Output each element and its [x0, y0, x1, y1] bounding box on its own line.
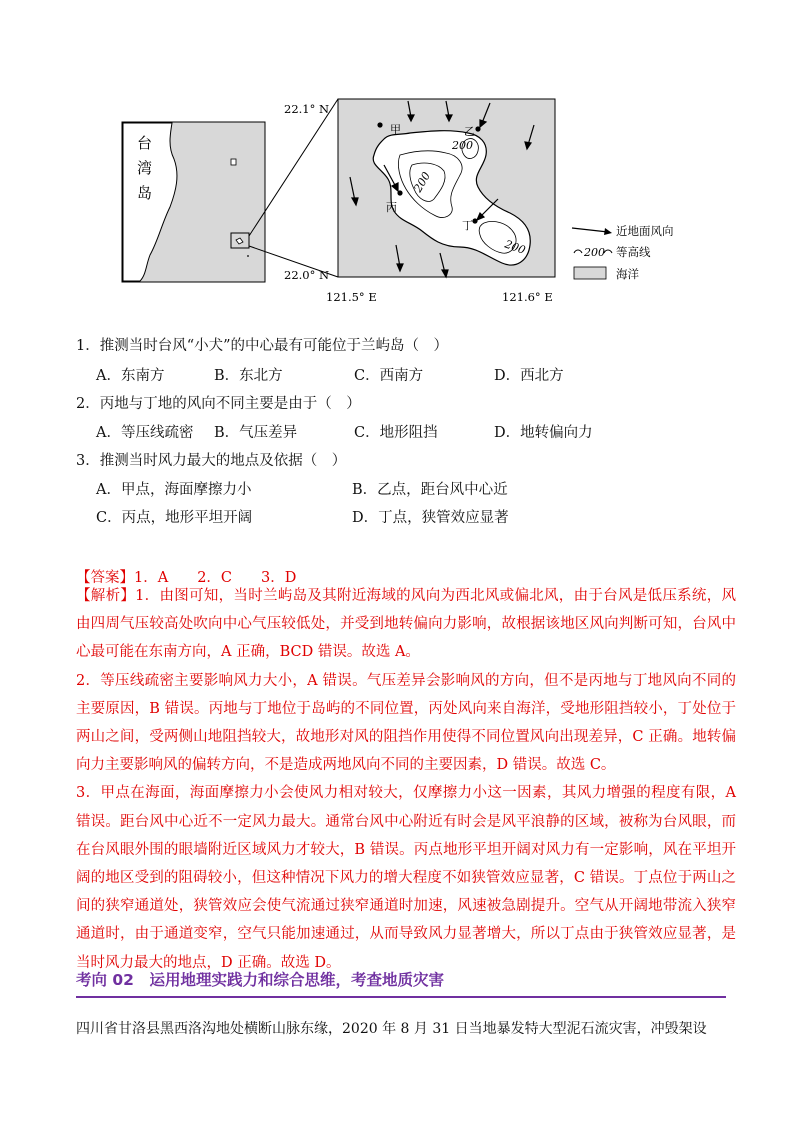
legend-contour-value: 200	[584, 246, 605, 259]
lanyu-map	[338, 99, 555, 277]
green-island	[231, 159, 236, 165]
analysis-paragraph-2: 2．等压线疏密主要影响风力大小，A 错误。气压差异会影响风的方向，但不是丙地与丁地风向不同的主要原因，B 错误。丙地与丁地位于岛屿的不同位置，丙处风向来自海洋，受地形阻挡较小，丁处位于两山之间，受两侧山地阻挡较大，故地形对风的阻挡作用使得不同位置风向出现差异，C 正确。地转偏向力主要影响风的偏转方向，不是造成两地风向不同的主要因素，D 错误。故选 C。	[76, 672, 736, 774]
section-heading: 考向 02 运用地理实践力和综合思维，考查地质灾害	[76, 968, 726, 998]
legend-contour-label: 等高线	[616, 245, 651, 259]
option-a: A．甲点，海面摩擦力小	[96, 482, 252, 498]
taiwan-label-1: 台	[137, 134, 153, 152]
legend-ocean-label: 海洋	[616, 267, 639, 281]
contour-icon	[574, 250, 582, 253]
taiwan-map	[122, 122, 265, 282]
taiwan-label-3: 岛	[137, 184, 153, 202]
map-figure	[100, 95, 720, 310]
wind-arrow-icon	[604, 228, 612, 235]
taiwan-label-2: 湾	[137, 159, 153, 177]
question-3-stem: 3．推测当时风力最大的地点及依据（ ）	[76, 453, 347, 469]
option-c: C．西南方	[354, 368, 424, 384]
option-b: B．气压差异	[214, 425, 298, 441]
point-jia	[377, 122, 382, 127]
contour-icon	[604, 250, 612, 253]
point-label-jia: 甲	[390, 123, 401, 136]
contour-label: 200	[411, 169, 434, 195]
point-label-ding: 丁	[462, 219, 473, 232]
contour-label: 200	[452, 139, 473, 152]
option-d: D．西北方	[494, 368, 564, 384]
next-paragraph: 四川省甘洛县黑西洛沟地处横断山脉东缘，2020 年 8 月 31 日当地暴发特大型泥石流灾害，冲毁架设	[76, 1021, 707, 1037]
lon-right-label: 121.6° E	[502, 290, 553, 304]
analysis-paragraph-3: 3．甲点在海面，海面摩擦力小会使风力相对较大，仅摩擦力小这一因素，其风力增强的程度有限，A 错误。距台风中心近不一定风力最大。通常台风中心附近有时会是风平浪静的区域，被称为台风眼，而在台风眼外围的眼墙附近区域风力才较大，B 错误。丙点地形平坦开阔对风力有一定影响，风在平坦开阔的地区受到的阻碍较小，但这种情况下风力的增大程度不如狭管效应显著，C 错误。丁点位于两山之间的狭窄通道处，狭管效应会使气流通过狭窄通道时加速，风速被急剧提升。空气从开阔地带流入狭窄通道时，由于通道变窄，空气只能加速通过，从而导致风力显著增大，所以丁点由于狭管效应显著，是当时风力最大的地点，D 正确。故选 D。	[76, 785, 736, 971]
legend	[572, 224, 674, 281]
analysis-block	[76, 582, 736, 977]
question-2-stem: 2．丙地与丁地的风向不同主要是由于（ ）	[76, 396, 361, 412]
lat-top-label: 22.1° N	[284, 102, 330, 116]
map-svg	[100, 95, 720, 310]
option-a: A．等压线疏密	[96, 425, 194, 441]
lat-bottom-label: 22.0° N	[284, 268, 330, 282]
legend-wind-label: 近地面风向	[616, 224, 674, 238]
option-d: D．地转偏向力	[494, 425, 593, 441]
ocean-swatch	[574, 267, 606, 279]
point-label-bing: 丙	[386, 201, 397, 214]
analysis-tag: 【解析】	[76, 588, 136, 604]
answer-text: 1．A 2．C 3．D	[134, 570, 297, 586]
contour-label: 200	[502, 237, 528, 258]
option-c: C．地形阻挡	[354, 425, 438, 441]
analysis-paragraph-1: 【解析】1．由图可知，当时兰屿岛及其附近海域的风向为西北风或偏北风，由于台风是低压系统，风由四周气压较高处吹向中心气压较低处，并受到地转偏向力影响，故根据该地区风向判断可知，台风中心最可能在东南方向，A 正确，BCD 错误。故选 A。	[76, 588, 736, 661]
option-d: D．丁点，狭管效应显著	[352, 510, 509, 526]
option-c: C．丙点，地形平坦开阔	[96, 510, 253, 526]
point-label-yi: 乙	[464, 125, 475, 138]
option-b: B．乙点，距台风中心近	[352, 482, 508, 498]
question-1-stem: 1．推测当时台风“小犬”的中心最有可能位于兰屿岛（ ）	[76, 338, 449, 354]
option-b: B．东北方	[214, 368, 283, 384]
answer-tag: 【答案】	[76, 570, 134, 586]
lon-left-label: 121.5° E	[326, 290, 377, 304]
option-a: A．东南方	[96, 368, 165, 384]
